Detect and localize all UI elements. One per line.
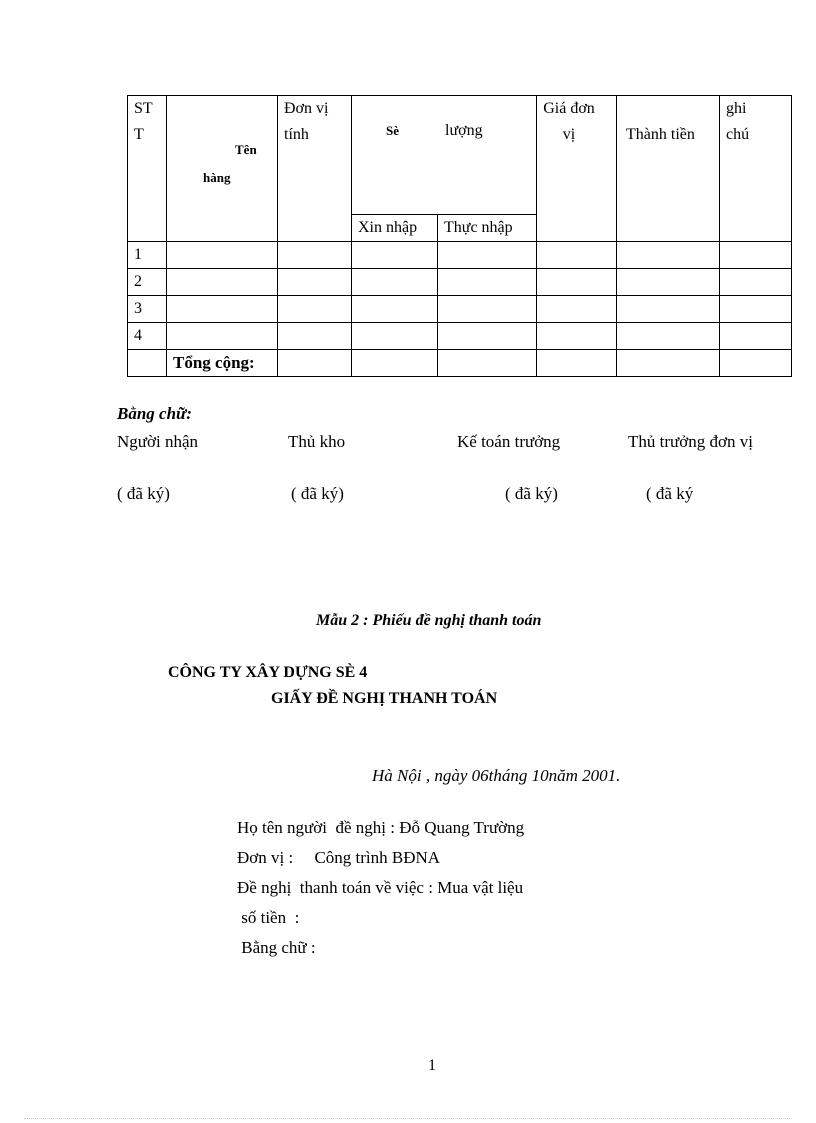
header-stt: ST T bbox=[128, 96, 167, 242]
total-row bbox=[128, 350, 792, 377]
role-nguoi-nhan: Người nhận bbox=[117, 432, 198, 451]
row-stt: 2 bbox=[128, 269, 167, 296]
table-row bbox=[128, 296, 792, 323]
header-thuc-nhap: Thực nhập bbox=[438, 215, 537, 242]
row-stt: 3 bbox=[128, 296, 167, 323]
signed-1: ( đã ký) bbox=[117, 484, 170, 503]
document-title: GIẤY ĐỀ NGHỊ THANH TOÁN bbox=[271, 690, 498, 707]
header-ghi-chu: ghi chú bbox=[720, 96, 792, 242]
signed-3: ( đã ký) bbox=[505, 484, 558, 503]
company-name: CÔNG TY XÂY DỰNG SÈ 4 bbox=[168, 664, 368, 681]
page-number: 1 bbox=[428, 1057, 436, 1074]
row-stt: 1 bbox=[128, 242, 167, 269]
table-row bbox=[128, 242, 792, 269]
form2-heading: Mẫu 2 : Phiếu đề nghị thanh toán bbox=[316, 612, 542, 629]
header-don-vi-tinh: Đơn vị tính bbox=[278, 96, 352, 242]
table-row bbox=[128, 269, 792, 296]
purpose-line: Đề nghị thanh toán về việc : Mua vật liệu bbox=[237, 878, 524, 897]
goods-table bbox=[127, 95, 792, 377]
amount-line: số tiền : bbox=[237, 908, 300, 927]
header-thanh-tien: Thành tiền bbox=[617, 96, 720, 242]
bang-chu-label: Bằng chữ: bbox=[117, 404, 192, 423]
row-stt: 4 bbox=[128, 323, 167, 350]
total-label: Tổng cộng: bbox=[167, 350, 278, 377]
header-xin-nhap: Xin nhập bbox=[352, 215, 438, 242]
page-divider bbox=[24, 1118, 792, 1119]
header-so-luong: Sè lượng bbox=[352, 96, 537, 215]
unit-line: Đơn vị : Công trình BĐNA bbox=[237, 848, 441, 867]
requester-line: Họ tên người đề nghị : Đỗ Quang Trường bbox=[237, 818, 525, 837]
signed-2: ( đã ký) bbox=[291, 484, 344, 503]
role-thu-truong: Thủ trưởng đơn vị bbox=[628, 432, 753, 451]
header-gia-don-vi: Giá đơn vị bbox=[537, 96, 617, 242]
table-row bbox=[128, 323, 792, 350]
signed-4: ( đã ký bbox=[646, 484, 694, 503]
amount-words-line: Bằng chữ : bbox=[237, 938, 316, 957]
header-ten-hang: Tên hàng bbox=[167, 96, 278, 242]
role-thu-kho: Thủ kho bbox=[288, 432, 346, 451]
role-ke-toan-truong: Kế toán trưởng bbox=[457, 432, 561, 451]
date-line: Hà Nội , ngày 06tháng 10năm 2001. bbox=[372, 766, 621, 785]
